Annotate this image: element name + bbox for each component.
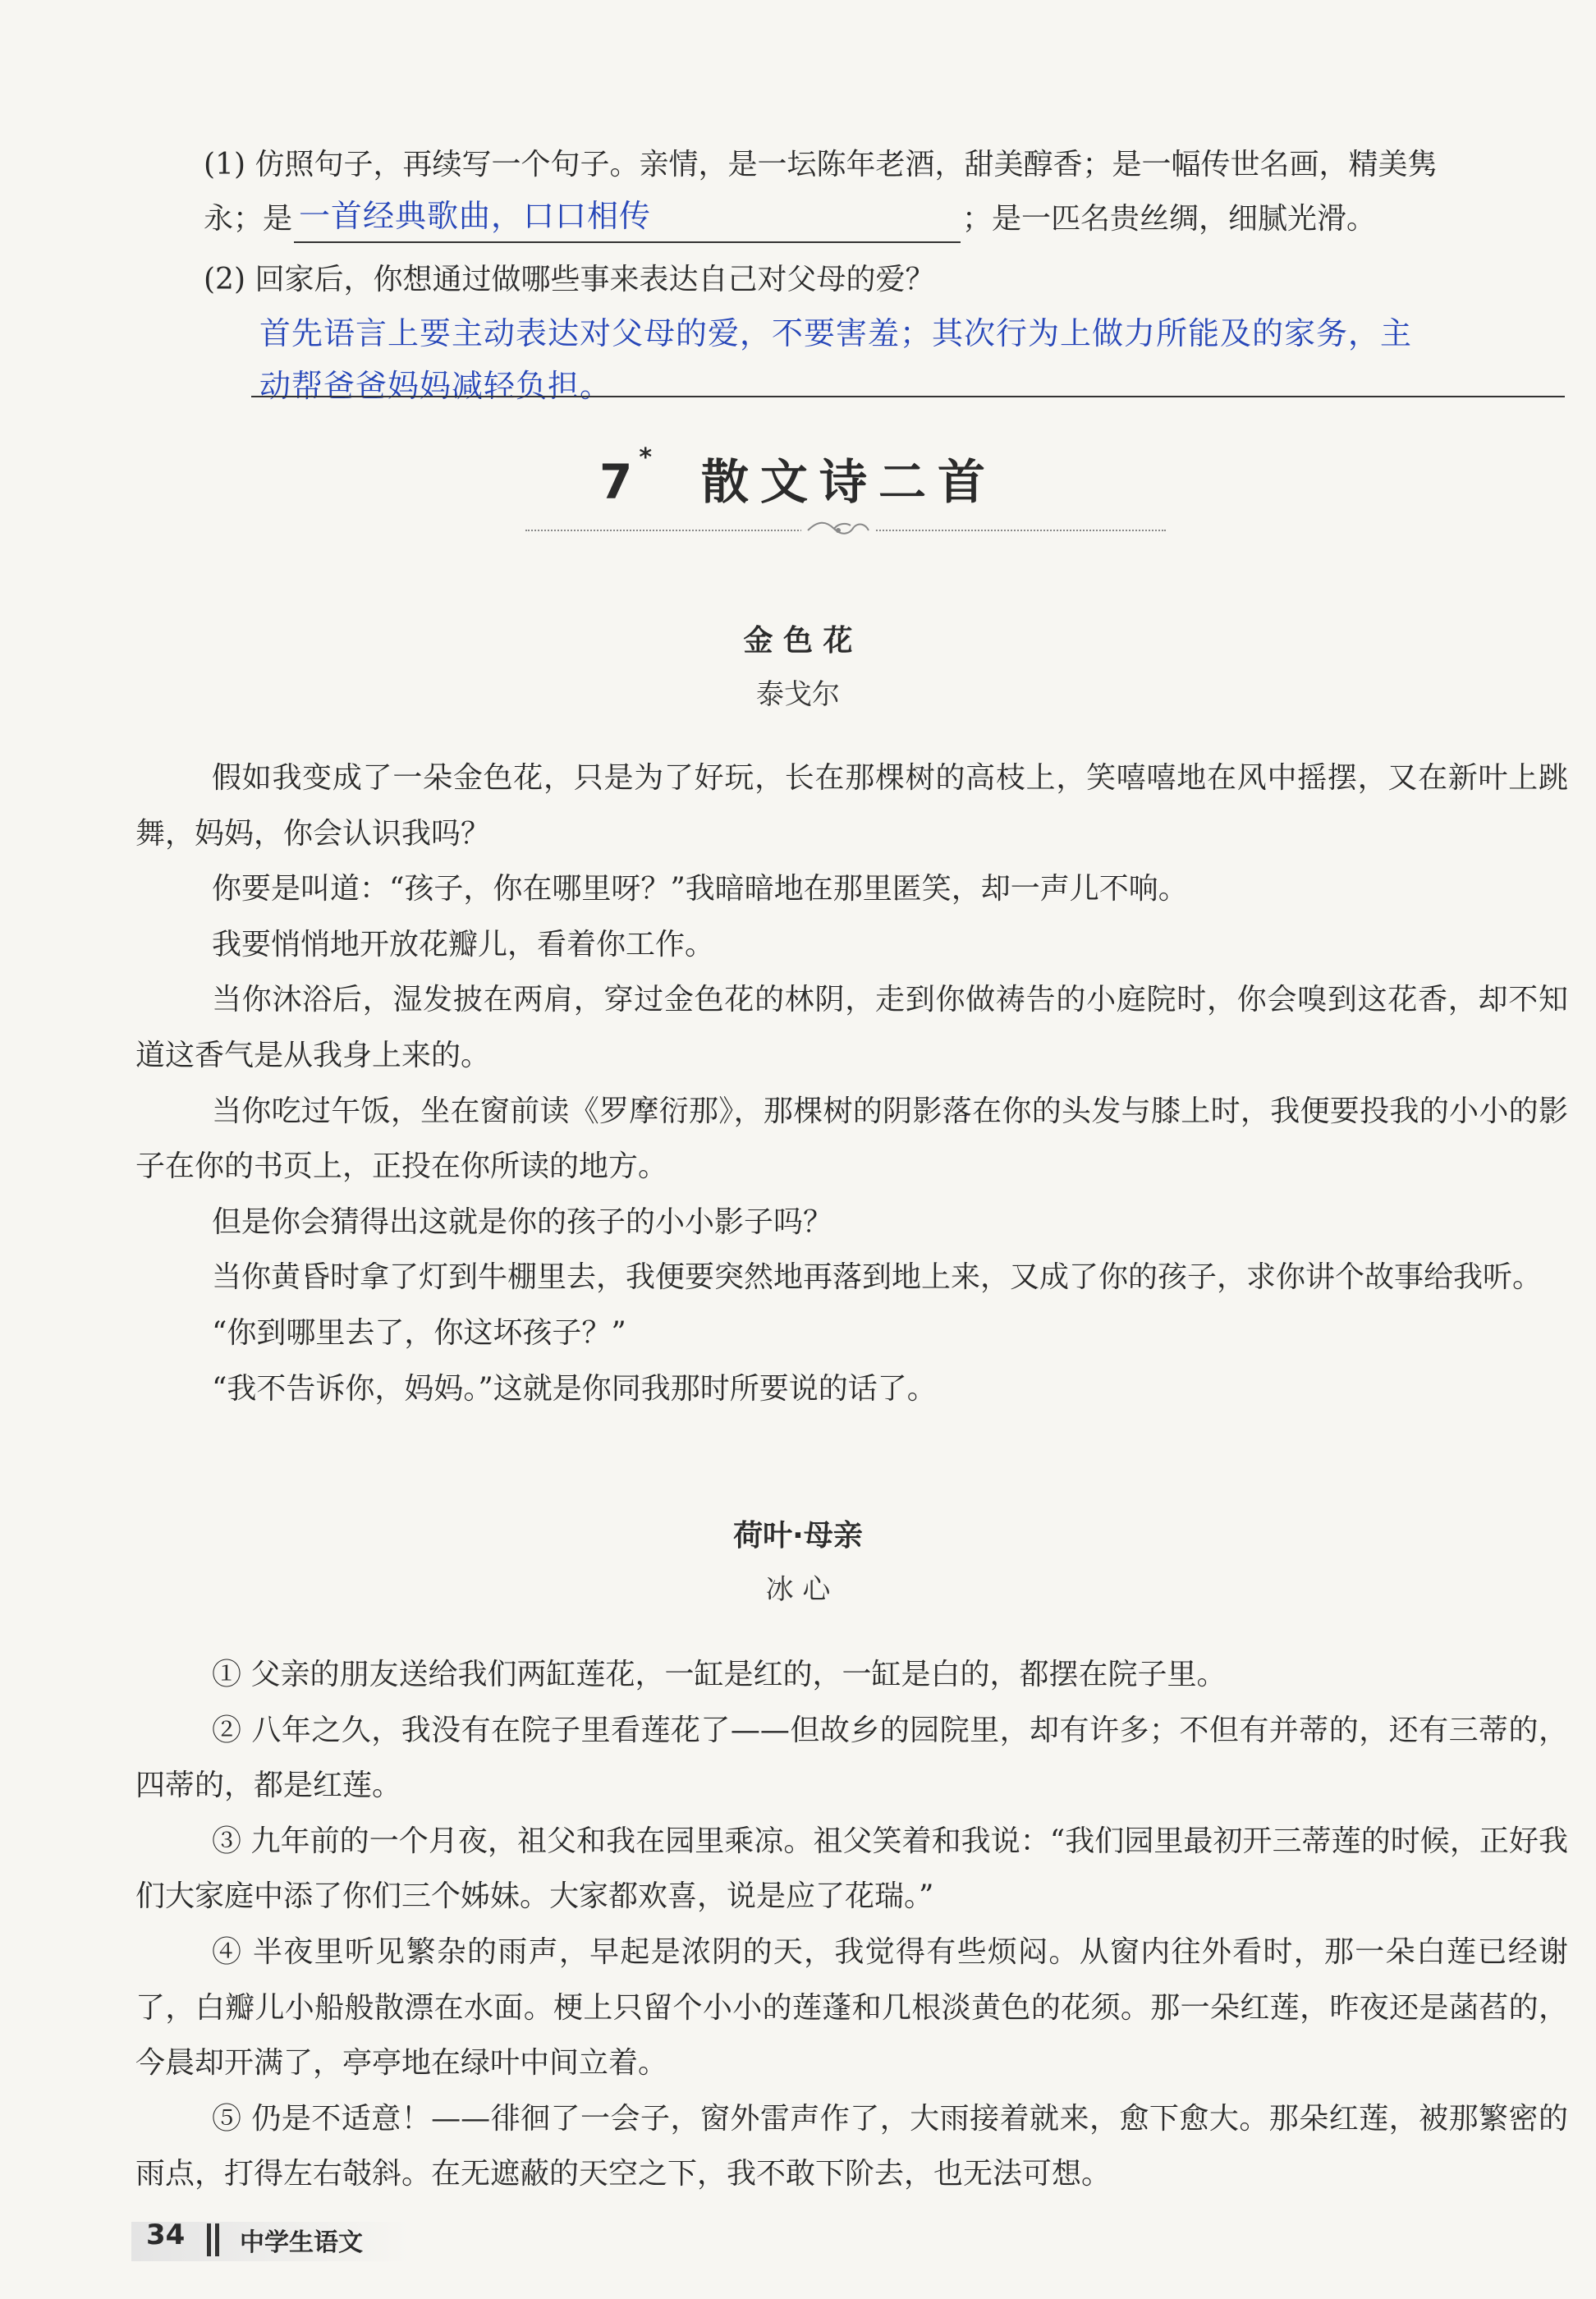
poem-1-paragraph: 假如我变成了一朵金色花，只是为了好玩，长在那棵树的高枝上，笑嘻嘻地在风中摇摆，又在新叶上跳舞，妈妈，你会认识我吗？ <box>135 761 1568 851</box>
poem-2-paragraph: ⑤ 仍是不适意！——徘徊了一会子，窗外雷声作了，大雨接着就来，愈下愈大。那朵红莲，被那繁密的雨点，打得左右攲斜。在无遮蔽的天空之下，我不敢下阶去，也无法可想。 <box>135 2101 1568 2191</box>
page-number: 34 <box>146 2219 186 2251</box>
poem-1-title: 金 色 花 <box>743 624 853 658</box>
book-name: 中学生语文 <box>240 2228 363 2257</box>
lesson-title <box>0 443 1596 512</box>
poem-2-title: 荷叶·母亲 <box>733 1519 863 1553</box>
question-1-suffix: ；是一匹名贵丝绸，细腻光滑。 <box>962 202 1377 236</box>
question-1-prefix: 永；是 <box>204 202 293 236</box>
exercise-question-1 <box>204 141 1566 243</box>
poem-2-paragraph: ④ 半夜里听见繁杂的雨声，早起是浓阴的天，我觉得有些烦闷。从窗内往外看时，那一朵白莲已经谢了，白瓣儿小船般散漂在水面。梗上只留个小小的莲蓬和几根淡黄色的花须。那一朵红莲，昨夜还是菡萏的，今晨却开满了，亭亭地在绿叶中间立着。 <box>135 1934 1568 2081</box>
handwritten-answer-1: 一首经典歌曲，口口相传 <box>299 198 652 234</box>
ornament-icon <box>801 516 875 542</box>
answer-blank[interactable] <box>294 198 961 243</box>
handwritten-answer-2-line-1: 首先语言上要主动表达对父母的爱，不要害羞；其次行为上做力所能及的家务，主 <box>259 315 1413 351</box>
poem-2-paragraph: ② 八年之久，我没有在院子里看莲花了——但故乡的园院里，却有许多；不但有并蒂的，还有三蒂的，四蒂的，都是红莲。 <box>135 1713 1568 1803</box>
answer-underline <box>251 396 1565 397</box>
poem-1-paragraph: 当你黄昏时拿了灯到牛棚里去，我便要突然地再落到地上来，又成了你的孩子，求你讲个故事给我听。 <box>212 1260 1543 1295</box>
poem-1-paragraph: 但是你会猜得出这就是你的孩子的小小影子吗？ <box>212 1205 833 1239</box>
handwritten-answer-2-line-2: 动帮爸爸妈妈减轻负担。 <box>259 368 612 404</box>
lesson-title-text: 散文诗二首 <box>701 454 998 510</box>
question-1-fill-line <box>204 195 1566 243</box>
lesson-mark: * <box>639 443 653 472</box>
poem-2-paragraph: ③ 九年前的一个月夜，祖父和我在园里乘凉。祖父笑着和我说：“我们园里最初开三蒂莲的时候，正好我们大家庭中添了你们三个姊妹。大家都欢喜，说是应了花瑞。” <box>135 1824 1568 1914</box>
poem-1-paragraph: 当你沐浴后，湿发披在两肩，穿过金色花的林阴，走到你做祷告的小庭院时，你会嗅到这花香，却不知道这香气是从我身上来的。 <box>135 983 1568 1072</box>
lesson-number: 7* <box>598 443 653 510</box>
poem-1-author: 泰戈尔 <box>756 678 840 711</box>
poem-1-paragraph: 你要是叫道：“孩子，你在哪里呀？”我暗暗地在那里匿笑，却一声儿不响。 <box>212 872 1188 906</box>
poem-1-paragraph: “我不告诉你，妈妈。”这就是你同我那时所要说的话了。 <box>212 1371 937 1406</box>
poem-2-body <box>135 1647 1568 2202</box>
poem-2-paragraph: ① 父亲的朋友送给我们两缸莲花，一缸是红的，一缸是白的，都摆在院子里。 <box>212 1658 1227 1691</box>
poem-1-paragraph: “你到哪里去了，你这坏孩子？” <box>212 1315 626 1350</box>
divider-bars-icon <box>207 2223 222 2256</box>
question-1-prompt: (1) 仿照句子，再续写一个句子。亲情，是一坛陈年老酒，甜美醇香；是一幅传世名画，精美隽 <box>204 148 1438 181</box>
poem-2-author: 冰 心 <box>765 1573 831 1606</box>
question-2-answer-area[interactable] <box>259 307 1557 412</box>
question-2-prompt: (2) 回家后，你想通过做哪些事来表达自己对父母的爱？ <box>204 263 935 296</box>
poem-1-body <box>135 750 1568 1416</box>
poem-1-paragraph: 我要悄悄地开放花瓣儿，看着你工作。 <box>212 927 715 961</box>
poem-1-paragraph: 当你吃过午饭，坐在窗前读《罗摩衍那》，那棵树的阴影落在你的头发与膝上时，我便要投我的小小的影子在你的书页上，正投在你所读的地方。 <box>135 1094 1568 1184</box>
exercise-question-2 <box>204 256 1566 412</box>
